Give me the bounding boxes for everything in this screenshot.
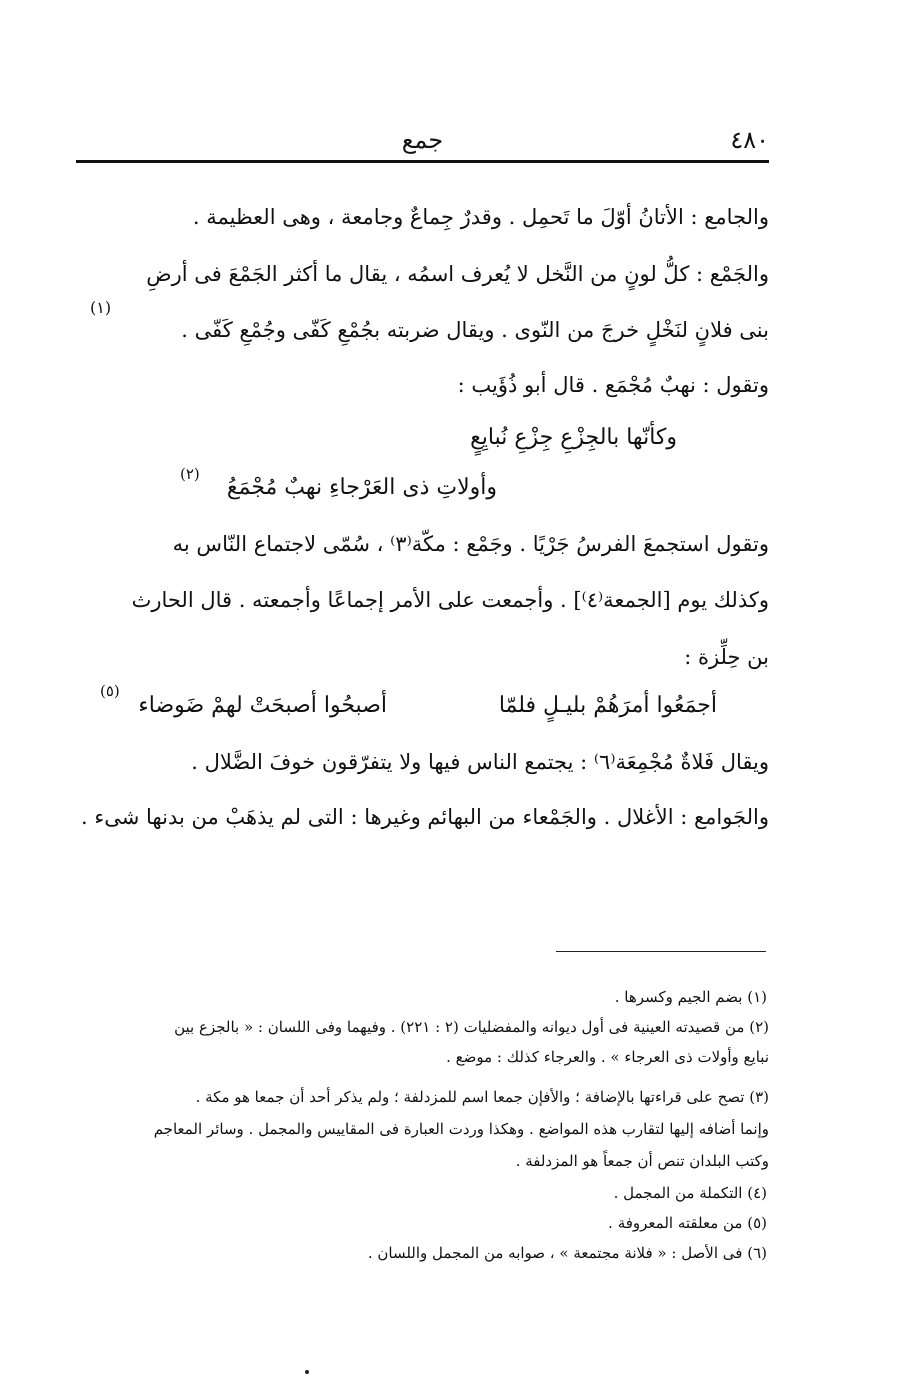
poem1-hemistich-1: وكأنّها بالجِزْعِ جِزْعِ نُبايِعٍ: [470, 425, 677, 450]
running-title: جمع: [401, 126, 444, 154]
body-line: [76, 750, 769, 790]
body-line: [76, 298, 769, 358]
body-line: [76, 532, 769, 572]
footnote-text: (٣) تصح على قراءتها بالإضافة ؛ والأفإن جمعا اسم للمزدلفة ؛ ولم يذكر أحد أن جمعا هو مكة .: [195, 1088, 769, 1106]
poem2-hemistich-1: أجمَعُوا أمرَهُمْ بليـلٍ فلمّا: [498, 693, 717, 718]
body-line: [76, 645, 769, 685]
footnote: (٤) التكملة من المجمل .: [613, 1184, 767, 1202]
poem2-hemistich-2: أصبحُوا أصبحَتْ لهمْ ضَوضاء: [138, 693, 387, 718]
footnote-ref: (٥): [100, 682, 120, 700]
footnote-text: نبايع وأولات ذى العرجاء » . والعرجاء كذلك : موضع .: [446, 1048, 769, 1066]
footnote: [76, 1088, 769, 1110]
poem1-hemistich-2: وأولاتِ ذى العَرْجاءِ نهبٌ مُجْمَعُ: [226, 475, 497, 500]
footnote: [76, 1018, 769, 1040]
body-line: [76, 373, 769, 413]
body-line: [76, 588, 769, 628]
body-text: بن حِلِّزة :: [684, 645, 769, 669]
footnote-ref: (١): [90, 298, 112, 317]
footnote-rule: [556, 951, 766, 952]
footnote: (٥) من معلقته المعروفة .: [608, 1214, 767, 1232]
body-text: بنى فلانٍ لنَخْلٍ خرجَ من النّوى . ويقال ضربته بجُمْعِ كَفّى وجُمْعِ كَفّى .: [181, 318, 769, 342]
page-header: [76, 120, 769, 160]
page-number: ٤٨٠: [730, 126, 769, 154]
footnote-text: وإنما أضافه إليها لتقارب هذه المواضع . وهكذا وردت العبارة فى المقاييس والمجمل . وسائر المعاجم: [153, 1120, 769, 1138]
body-text: ويقال فَلاةٌ مُجْمِعَة⁽٦⁾ : يجتمع الناس فيها ولا يتفرّقون خوفَ الضَّلال .: [191, 750, 769, 774]
body-text: وتقول : نهبٌ مُجْمَع . قال أبو ذُؤَيب :: [457, 373, 769, 397]
body-text: والجَوامع : الأغلال . والجَمْعاء من البهائم وغيرها : التى لم يذهَبْ من بدنها شىء .: [81, 805, 769, 829]
footnote: (١) بضم الجيم وكسرها .: [614, 988, 767, 1006]
footnote: [76, 1120, 769, 1142]
body-text: وكذلك يوم [الجمعة⁽٤⁾] . وأجمعت على الأمر إجماعًا وأجمعته . قال الحارث: [131, 588, 769, 612]
speck: [305, 1370, 309, 1374]
body-text: والجَمْع : كلُّ لونٍ من النَّخل لا يُعرف اسمُه ، يقال ما أكثر الجَمْعَ فى أرضِ: [146, 262, 769, 286]
header-rule: [76, 160, 769, 163]
body-text: وتقول استجمعَ الفرسُ جَرْيًا . وجَمْع : مكّة⁽٣⁾ ، سُمّى لاجتماع النّاس به: [172, 532, 769, 556]
body-line: [76, 205, 769, 245]
footnote-ref: (٢): [180, 465, 200, 483]
body-line: [76, 262, 769, 302]
footnote: [76, 1152, 769, 1174]
body-text: والجامع : الأتانُ أوّلَ ما تَحمِل . وقدرٌ جِماعٌ وجامعة ، وهى العظيمة .: [192, 205, 769, 229]
footnote-text: (٢) من قصيدته العينية فى أول ديوانه والمفضليات (٢ : ٢٢١) . وفيهما وفى اللسان : « بالجزع بين: [174, 1018, 769, 1036]
body-line: [76, 805, 769, 845]
footnote-text: وكتب البلدان تنص أن جمعاً هو المزدلفة .: [515, 1152, 769, 1170]
footnote: [76, 1048, 769, 1070]
footnote: (٦) فى الأصل : « فلانة مجتمعة » ، صوابه من المجمل واللسان .: [367, 1244, 767, 1262]
